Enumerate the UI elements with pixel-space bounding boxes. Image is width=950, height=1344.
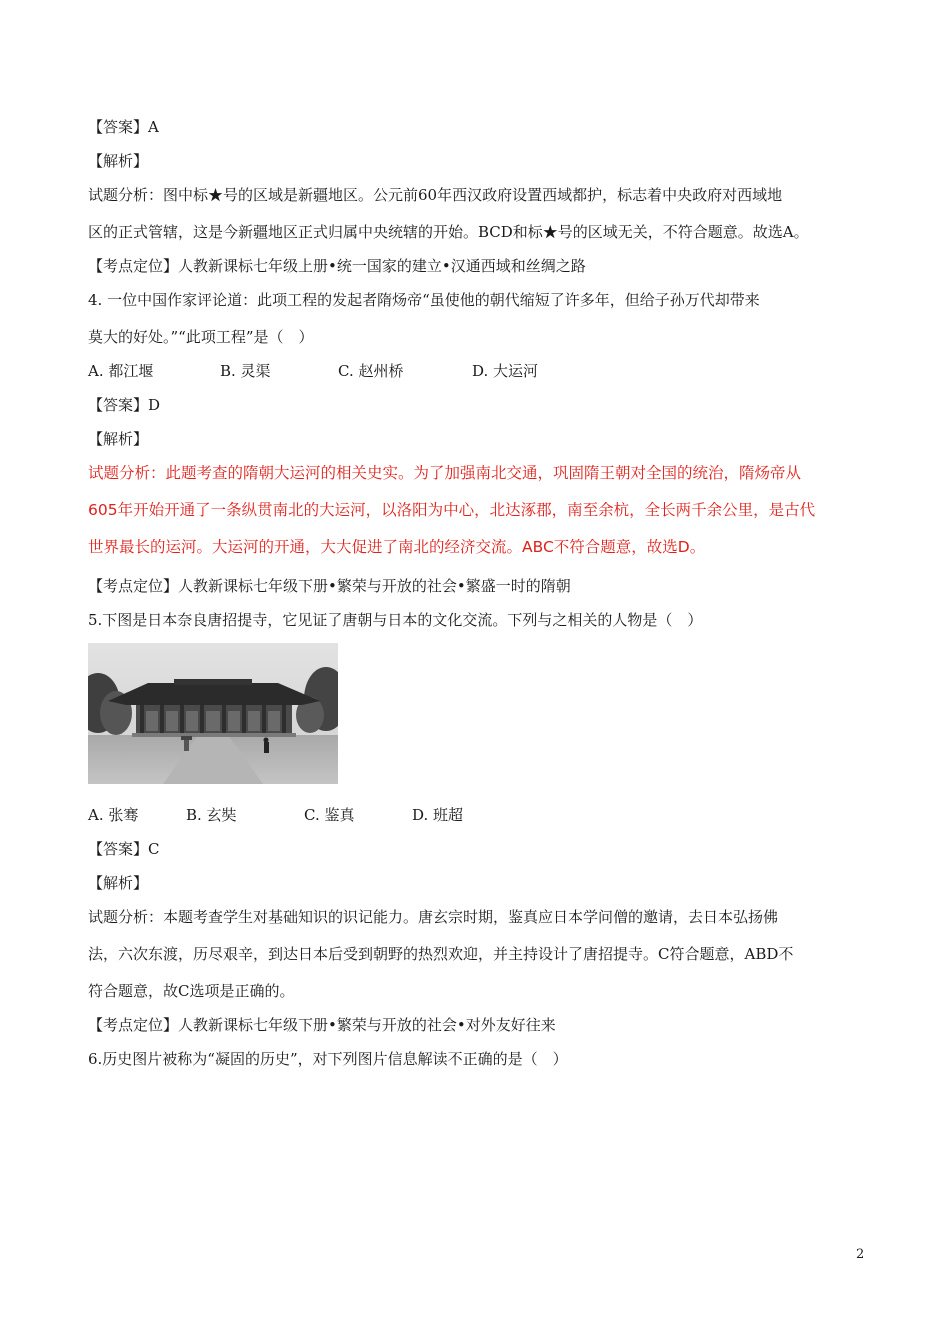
q4-analysis-line-3: 世界最长的运河。大运河的开通，大大促进了南北的经济交流。ABC不符合题意，故选D。: [88, 538, 706, 556]
q5-analysis-line-1: 试题分析：本题考查学生对基础知识的识记能力。唐玄宗时期，鉴真应日本学问僧的邀请，去日本弘扬佛: [88, 908, 779, 926]
q5-stem: 5.下图是日本奈良唐招提寺，它见证了唐朝与日本的文化交流。下列与之相关的人物是（ ）: [88, 611, 703, 629]
q4-analysis-label: 【解析】: [88, 430, 149, 448]
q4-stem-line-2: 莫大的好处。”“此项工程”是（ ）: [88, 328, 314, 346]
q3-analysis-line-2: 区的正式管辖，这是今新疆地区正式归属中央统辖的开始。BCD和标★号的区域无关，不符合题意。故选A。: [88, 223, 809, 241]
q5-answer: 【答案】C: [88, 840, 160, 858]
q4-options: [88, 361, 538, 381]
q4-option-b: B. 灵渠: [220, 362, 271, 380]
q5-kaodian: 【考点定位】人教新课标七年级下册•繁荣与开放的社会•对外友好往来: [88, 1016, 556, 1034]
q5-option-a: A. 张骞: [88, 806, 139, 824]
q4-option-c: C. 赵州桥: [338, 362, 404, 380]
q3-analysis-line-1: 试题分析：图中标★号的区域是新疆地区。公元前60年西汉政府设置西域都护，标志着中央政府对西域地: [88, 186, 783, 204]
q4-answer: 【答案】D: [88, 396, 161, 414]
q3-answer: 【答案】A: [88, 118, 159, 136]
q3-kaodian: 【考点定位】人教新课标七年级上册•统一国家的建立•汉通西域和丝绸之路: [88, 257, 586, 275]
q4-option-a: A. 都江堰: [88, 362, 154, 380]
q5-option-b: B. 玄奘: [186, 806, 237, 824]
q4-kaodian: 【考点定位】人教新课标七年级下册•繁荣与开放的社会•繁盛一时的隋朝: [88, 577, 571, 595]
q4-option-d: D. 大运河: [472, 362, 539, 380]
q4-stem-line-1: 4. 一位中国作家评论道：此项工程的发起者隋炀帝“虽使他的朝代缩短了许多年，但给子孙万代却带来: [88, 291, 760, 309]
q3-analysis-label: 【解析】: [88, 152, 149, 170]
q5-analysis-label: 【解析】: [88, 874, 149, 892]
q5-option-d: D. 班超: [412, 806, 464, 824]
toshodaiji-temple-photo: [88, 643, 338, 784]
q5-options: [88, 805, 463, 825]
q5-analysis-line-2: 法，六次东渡，历尽艰辛，到达日本后受到朝野的热烈欢迎，并主持设计了唐招提寺。C符合题意，ABD不: [88, 945, 794, 963]
q4-analysis-line-2: 605年开始开通了一条纵贯南北的大运河，以洛阳为中心，北达涿郡，南至余杭，全长两千余公里，是古代: [88, 501, 816, 519]
q4-analysis-line-1: 试题分析：此题考查的隋朝大运河的相关史实。为了加强南北交通，巩固隋王朝对全国的统治，隋炀帝从: [88, 464, 802, 482]
q5-option-c: C. 鉴真: [304, 806, 355, 824]
q5-analysis-line-3: 符合题意，故C选项是正确的。: [88, 982, 295, 1000]
page-number: 2: [856, 1247, 865, 1262]
q6-stem: 6.历史图片被称为“凝固的历史”，对下列图片信息解读不正确的是（ ）: [88, 1050, 568, 1068]
